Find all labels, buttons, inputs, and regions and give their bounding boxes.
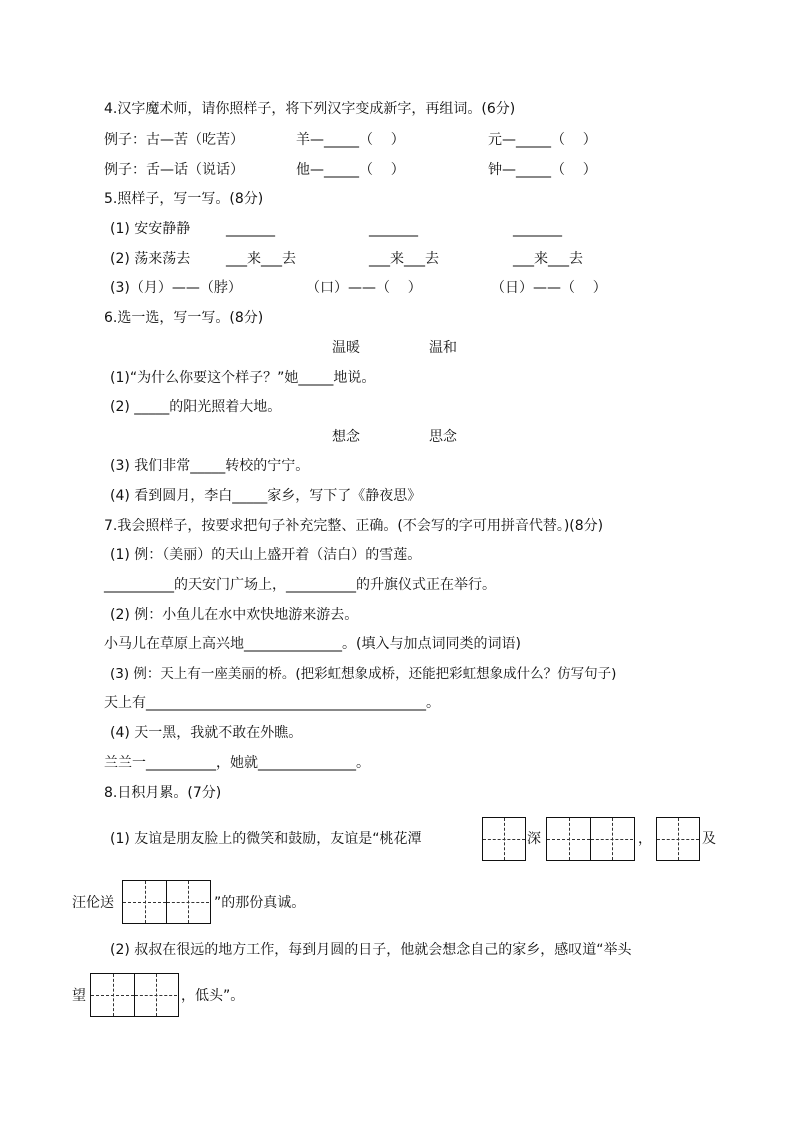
q7-example-2: (2) 例：小鱼儿在水中欢快地游来游去。 <box>110 607 359 623</box>
q5-line1-label: (1) 安安静静 <box>110 221 191 237</box>
q8-p1-text: 汪伦送 <box>72 895 114 911</box>
q6-sentence-1: (1)“为什么你要这个样子？”她_____地说。 <box>110 370 376 386</box>
writing-cell[interactable] <box>123 881 166 923</box>
q5-line3-b: （口）——（ ） <box>306 280 422 296</box>
writing-cell[interactable] <box>483 818 525 860</box>
q8-p1-text: 及 <box>702 831 716 847</box>
writing-cell[interactable] <box>91 974 134 1016</box>
q6-word-option: 温暖 <box>332 340 360 356</box>
q7-example-3: (3) 例：天上有一座美丽的桥。(把彩虹想象成桥，还能把彩虹想象成什么？仿写句子) <box>110 666 617 682</box>
q5-line1-blank: _______ <box>369 221 418 237</box>
q5-line3-c: （日）——（ ） <box>491 280 607 296</box>
writing-grid[interactable] <box>90 973 179 1017</box>
q4-row1-item-a: 羊—_____（ ） <box>296 132 405 148</box>
q8-p1-text: (1) 友谊是朋友脸上的微笑和鼓励，友谊是“桃花潭 <box>110 831 422 847</box>
q4-row1-item-b: 元—_____（ ） <box>488 132 597 148</box>
q5-line1-blank: _______ <box>513 221 562 237</box>
writing-cell[interactable] <box>134 974 177 1016</box>
q5-line2-blank: ___来___去 <box>369 251 439 267</box>
writing-cell[interactable] <box>166 881 209 923</box>
q8-title: 8.日积月累。(7分) <box>104 785 222 801</box>
q6-sentence-4: (4) 看到圆月，李白_____家乡，写下了《静夜思》 <box>110 488 422 504</box>
q7-example-1: (1) 例：（美丽）的天山上盛开着（洁白）的雪莲。 <box>110 547 422 563</box>
q6-sentence-3: (3) 我们非常_____转校的宁宁。 <box>110 458 310 474</box>
q8-p1-text: ， <box>638 831 652 847</box>
q7-answer-3: 天上有________________________________________。 <box>104 695 440 711</box>
q5-line2-blank: ___来___去 <box>513 251 583 267</box>
q5-line1-blank: _______ <box>226 221 275 237</box>
q4-row2-item-b: 钟—_____（ ） <box>488 162 597 178</box>
q5-line3-a: (3)（月）——（脖） <box>110 280 242 296</box>
q5-title: 5.照样子，写一写。(8分) <box>104 191 264 207</box>
writing-grid[interactable] <box>482 817 526 861</box>
writing-cell[interactable] <box>590 818 633 860</box>
q6-sentence-2: (2) _____的阳光照着大地。 <box>110 399 282 415</box>
writing-grid[interactable] <box>546 817 635 861</box>
q6-word-option: 温和 <box>429 340 457 356</box>
q6-word-option: 思念 <box>429 429 457 445</box>
q7-answer-4: 兰兰一__________，她就______________。 <box>104 755 370 771</box>
q7-example-4: (4) 天一黑，我就不敢在外瞧。 <box>110 725 303 741</box>
writing-cell[interactable] <box>547 818 590 860</box>
q7-answer-1: __________的天安门广场上，__________的升旗仪式正在举行。 <box>104 577 496 593</box>
q5-line2-blank: ___来___去 <box>226 251 296 267</box>
q4-row1-example: 例子：古—苦（吃苦） <box>104 132 244 148</box>
q4-row2-item-a: 他—_____（ ） <box>296 162 405 178</box>
writing-grid[interactable] <box>122 880 211 924</box>
q8-p1-text: ”的那份真诚。 <box>214 895 306 911</box>
q4-row2-example: 例子：舌—话（说话） <box>104 162 244 178</box>
q6-word-option: 想念 <box>332 429 360 445</box>
q8-p2-text: ，低头”。 <box>181 988 245 1004</box>
q8-p1-text: 深 <box>527 831 541 847</box>
writing-grid[interactable] <box>656 817 700 861</box>
q5-line2-label: (2) 荡来荡去 <box>110 251 191 267</box>
writing-cell[interactable] <box>657 818 699 860</box>
q7-title: 7.我会照样子，按要求把句子补充完整、正确。(不会写的字可用拼音代替。)(8分) <box>104 518 604 534</box>
q4-title: 4.汉字魔术师，请你照样子，将下列汉字变成新字，再组词。(6分) <box>104 101 516 117</box>
q8-p2-text: 望 <box>72 988 86 1004</box>
q7-answer-2: 小马儿在草原上高兴地______________。(填入与加点词同类的词语) <box>104 636 521 652</box>
q8-p2-text: (2) 叔叔在很远的地方工作，每到月圆的日子，他就会想念自己的家乡，感叹道“举头 <box>110 942 632 958</box>
q6-title: 6.选一选，写一写。(8分) <box>104 310 264 326</box>
